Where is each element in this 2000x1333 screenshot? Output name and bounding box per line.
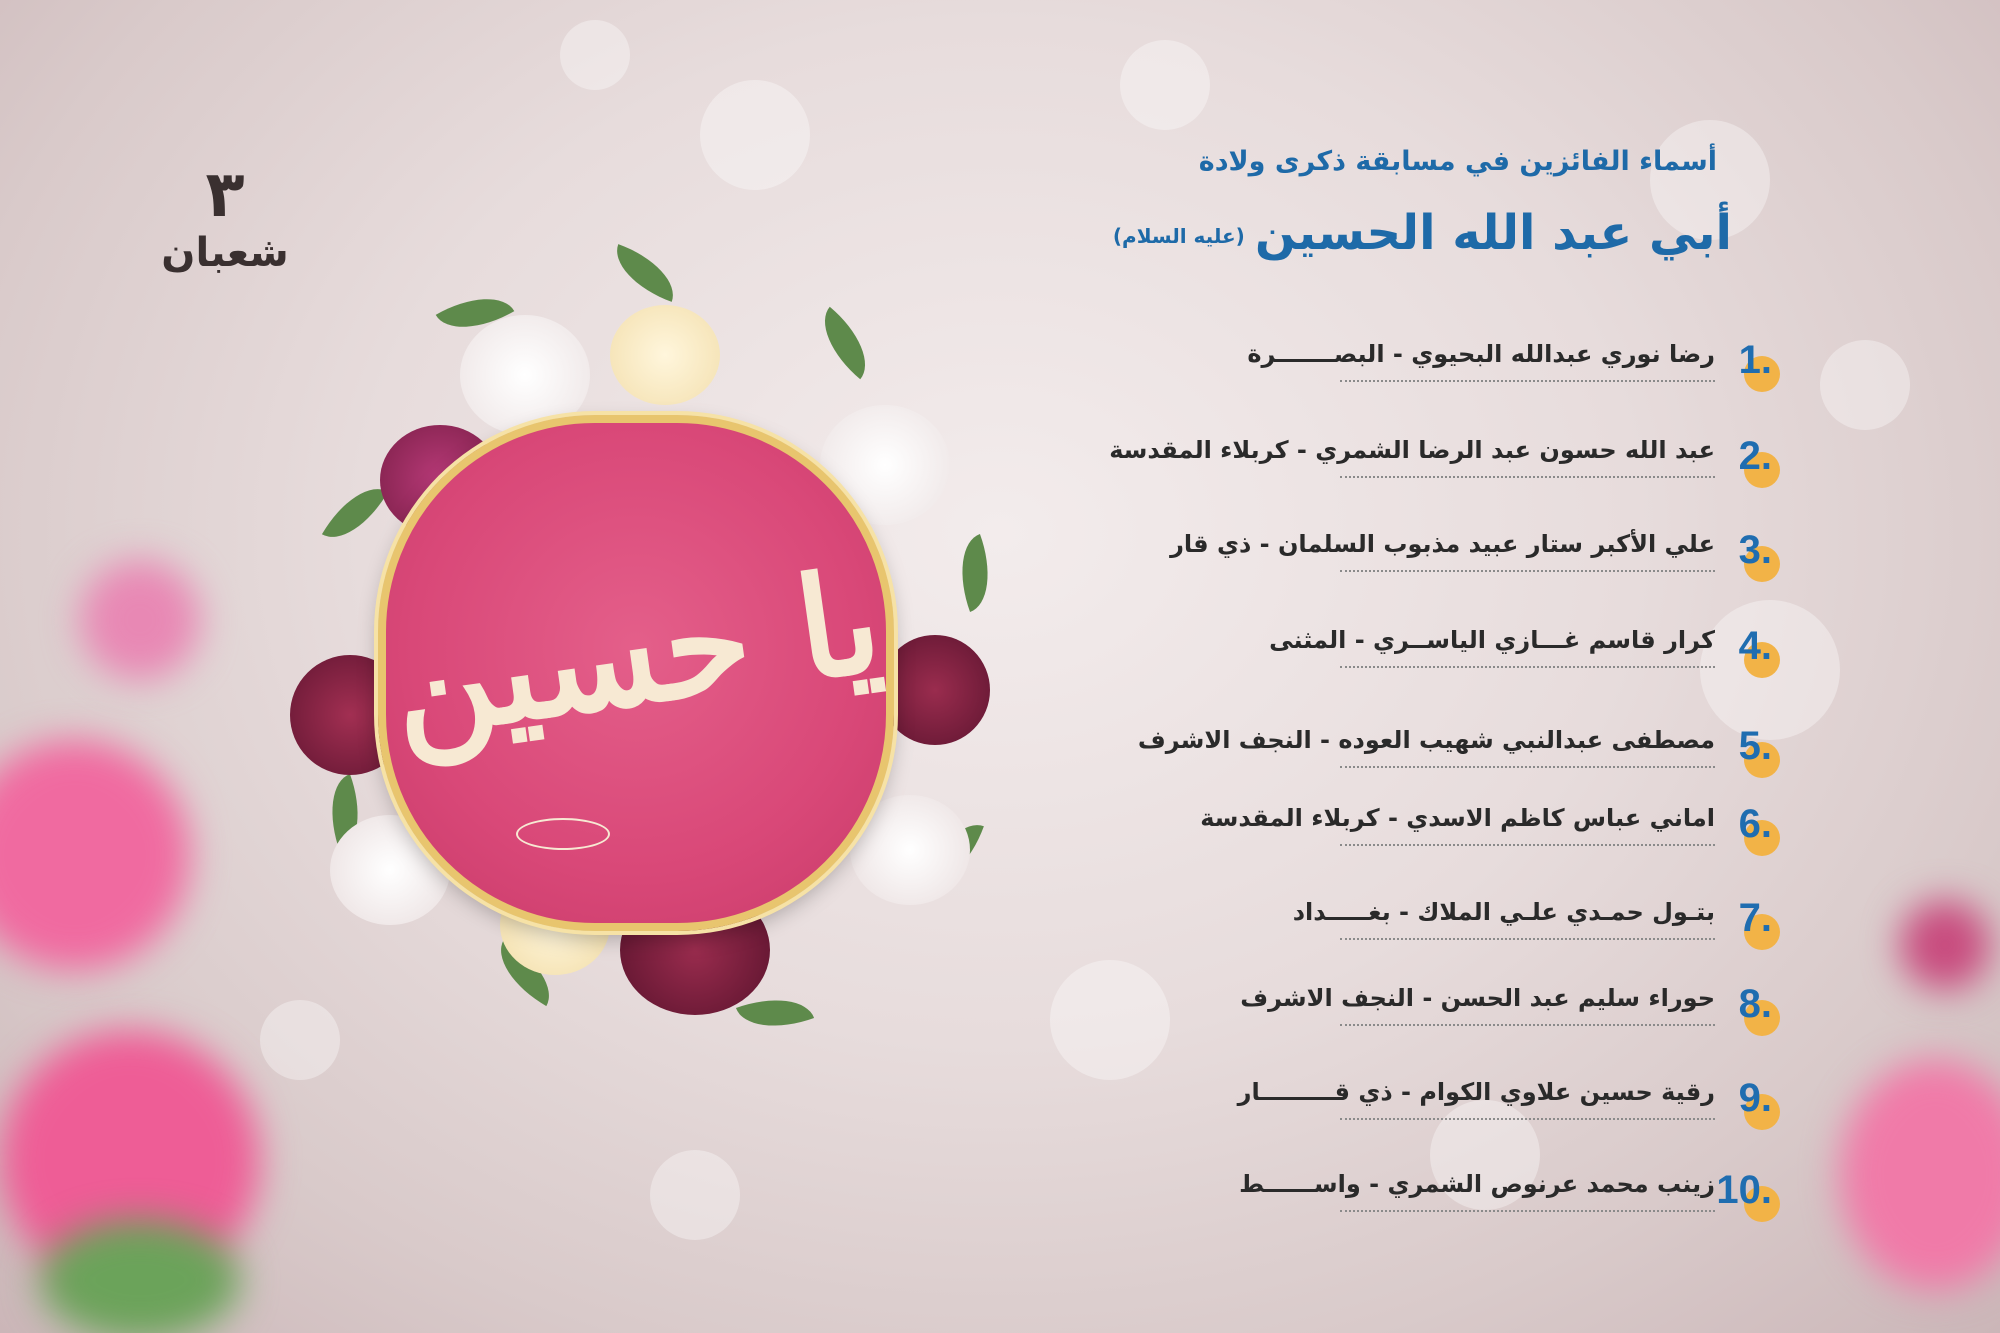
item-number: 4. — [1738, 624, 1772, 668]
dotted-underline — [1340, 766, 1715, 768]
item-number: 7. — [1738, 896, 1772, 940]
winner-name: رضا نوري عبدالله البحيوي - البصـــــــرة — [1247, 340, 1715, 368]
list-item — [1130, 976, 1780, 1036]
item-number: 2. — [1738, 434, 1772, 478]
winner-name: رقية حسين علاوي الكوام - ذي قـــــــــار — [1237, 1078, 1715, 1106]
item-number: 9. — [1738, 1076, 1772, 1120]
list-item — [1130, 522, 1780, 582]
bokeh-light — [1120, 40, 1210, 130]
blurred-flower — [1840, 1060, 2000, 1290]
blurred-flower — [0, 740, 190, 970]
number-badge — [1718, 896, 1780, 946]
number-badge — [1718, 982, 1780, 1032]
number-badge — [1718, 434, 1780, 484]
artist-signature — [516, 818, 610, 850]
page-title — [1032, 205, 1732, 261]
leaf — [606, 244, 684, 302]
dotted-underline — [1340, 666, 1715, 668]
number-badge — [1718, 1076, 1780, 1126]
list-item — [1130, 796, 1780, 856]
dotted-underline — [1340, 938, 1715, 940]
dotted-underline — [1340, 476, 1715, 478]
number-badge — [1718, 528, 1780, 578]
number-badge — [1718, 802, 1780, 852]
blurred-flower — [1900, 900, 1990, 990]
calligraphy-text: يا حسين — [381, 539, 891, 771]
winner-name: اماني عباس كاظم الاسدي - كربلاء المقدسة — [1200, 804, 1715, 832]
winner-name: علي الأكبر ستار عبيد مذبوب السلمان - ذي قار — [1170, 530, 1715, 558]
dotted-underline — [1340, 380, 1715, 382]
calligraphy-medallion — [378, 415, 894, 931]
blurred-flower — [40, 1220, 240, 1333]
item-number: 3. — [1738, 528, 1772, 572]
bokeh-light — [1820, 340, 1910, 430]
cream-rose — [610, 305, 720, 405]
bokeh-light — [700, 80, 810, 190]
subtitle: أسماء الفائزين في مسابقة ذكرى ولادة — [1198, 146, 1717, 177]
dotted-underline — [1340, 1118, 1715, 1120]
item-number: 6. — [1738, 802, 1772, 846]
dotted-underline — [1340, 1210, 1715, 1212]
item-number: 8. — [1738, 982, 1772, 1026]
list-item — [1109, 428, 1780, 488]
leaf — [322, 474, 388, 553]
item-number: 1. — [1738, 338, 1772, 382]
title-text: أبي عبد الله الحسين — [1254, 205, 1732, 261]
date-block — [150, 160, 300, 276]
list-item — [1130, 332, 1780, 392]
winner-name: زينب محمد عرنوص الشمري - واســــــط — [1239, 1170, 1715, 1198]
list-item — [1130, 1070, 1780, 1130]
winner-name: عبد الله حسون عبد الرضا الشمري - كربلاء المقدسة — [1109, 436, 1715, 464]
list-item — [1130, 718, 1780, 778]
number-badge — [1718, 724, 1780, 774]
bokeh-light — [560, 20, 630, 90]
item-number: 10. — [1716, 1168, 1772, 1212]
date-day: ٣ — [205, 158, 245, 232]
list-item — [1130, 890, 1780, 950]
bokeh-light — [650, 1150, 740, 1240]
dotted-underline — [1340, 844, 1715, 846]
blurred-flower — [80, 560, 200, 680]
leaf — [807, 307, 884, 380]
number-badge — [1718, 624, 1780, 674]
honorific: (عليه السلام) — [1112, 224, 1245, 248]
item-number: 5. — [1738, 724, 1772, 768]
dotted-underline — [1340, 570, 1715, 572]
winner-name: مصطفى عبدالنبي شهيب العوده - النجف الاشرف — [1137, 726, 1715, 754]
winner-name: حوراء سليم عبد الحسن - النجف الاشرف — [1240, 984, 1715, 1012]
burgundy-rose — [880, 635, 990, 745]
winner-name: كرار قاسم غـــازي الياســري - المثنى — [1269, 626, 1715, 654]
date-month: شعبان — [161, 230, 289, 276]
dotted-underline — [1340, 1024, 1715, 1026]
list-item — [1130, 1162, 1780, 1222]
list-item — [1130, 618, 1780, 678]
number-badge — [1718, 1168, 1780, 1218]
leaf — [946, 534, 1004, 612]
winner-name: بتـول حمـدي علـي الملاك - بغـــــداد — [1292, 898, 1715, 926]
number-badge — [1718, 338, 1780, 388]
